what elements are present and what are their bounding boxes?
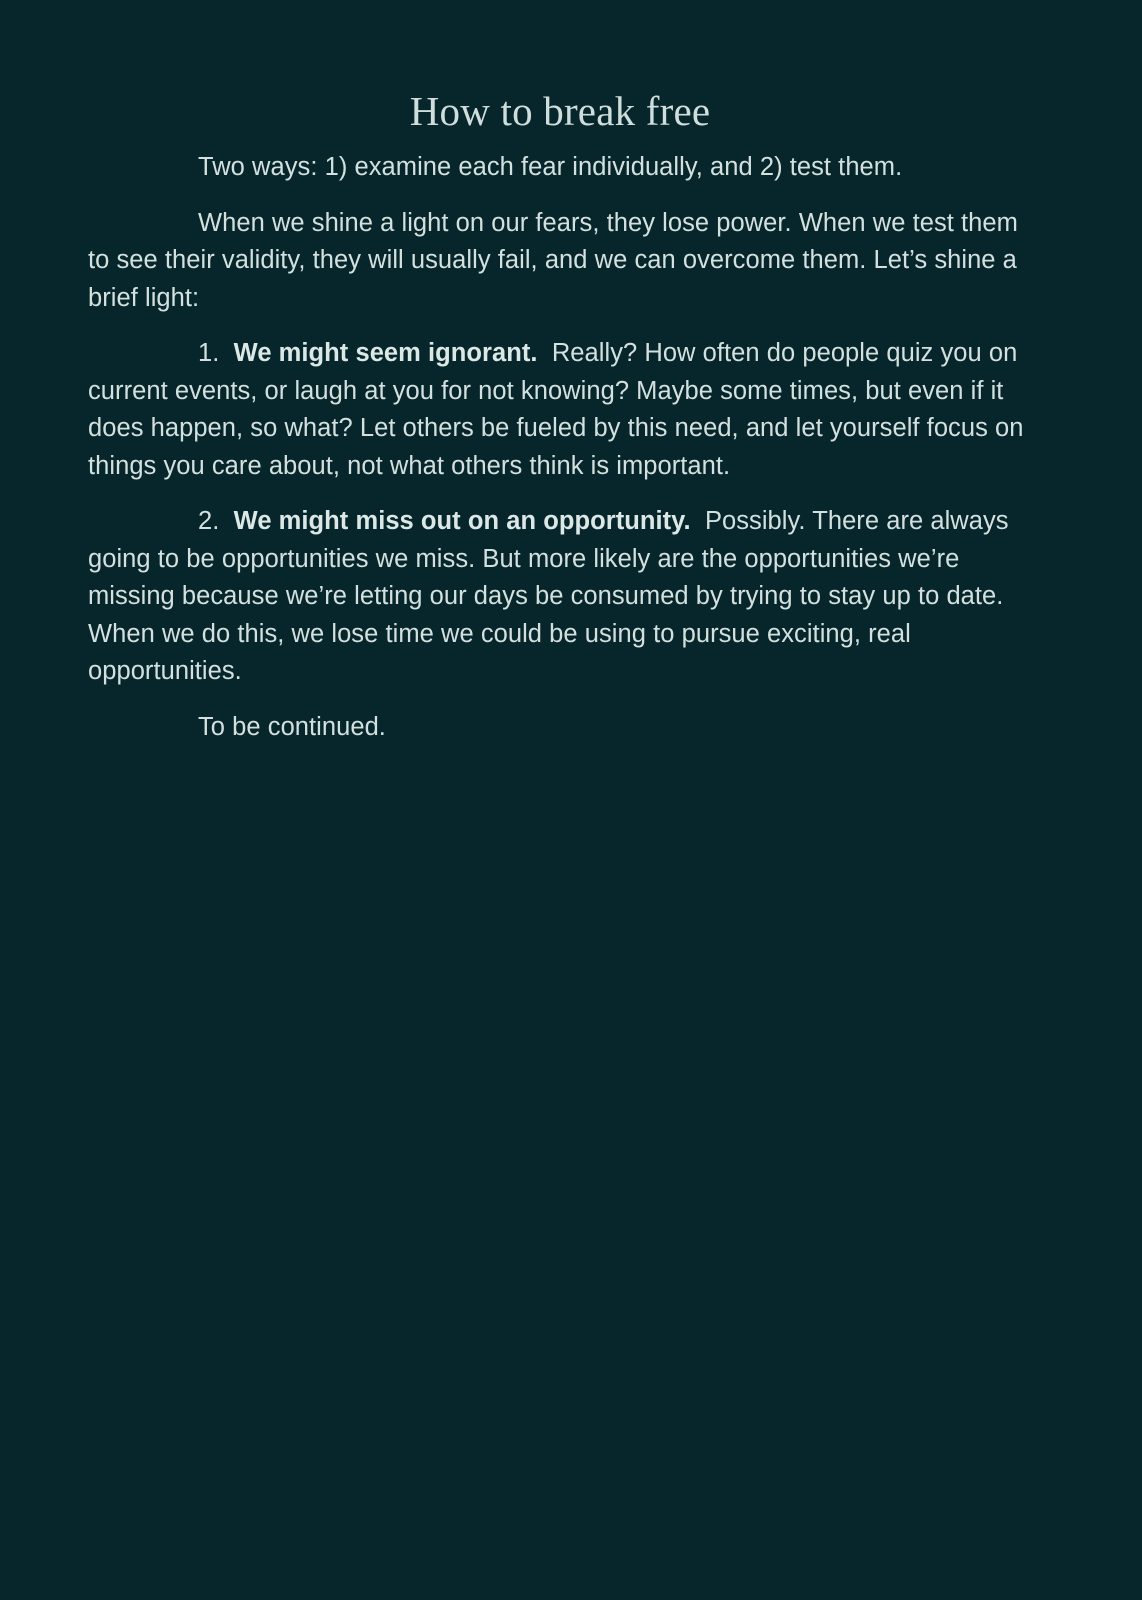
point-lead-in: We might seem ignorant. bbox=[233, 339, 538, 368]
page-title: How to break free bbox=[409, 88, 711, 134]
paragraph-closing bbox=[88, 709, 1032, 747]
list-number: 2. bbox=[198, 507, 220, 536]
paragraph-text: When we shine a light on our fears, they lose power. When we test them to see their validity, they will usually fail, and we can overcome them. Let’s shine a brief light: bbox=[88, 208, 1018, 312]
point-lead-in: We might miss out on an opportunity. bbox=[233, 507, 691, 536]
paragraph-text: To be continued. bbox=[198, 712, 386, 741]
paragraph-intro bbox=[88, 149, 1032, 187]
paragraph-text: Two ways: 1) examine each fear individually, and 2) test them. bbox=[198, 153, 903, 182]
paragraph-point-2 bbox=[88, 503, 1032, 691]
paragraph-text: Really? How often do people quiz you on current events, or laugh at you for not knowing? Maybe some times, but even if it does happen, so what? Let others be fueled by this need, and let yourself focus on things you care about, not what others think is important. bbox=[88, 339, 1024, 480]
list-number: 1. bbox=[198, 339, 220, 368]
paragraph-text: Possibly. There are always going to be opportunities we miss. But more likely are the opportunities we’re missing because we’re letting our days be consumed by trying to stay up to date. When we do this, we lose time we could be using to pursue exciting, real opportunities. bbox=[88, 507, 1009, 686]
paragraph-shine-light bbox=[88, 205, 1032, 318]
paragraph-point-1 bbox=[88, 335, 1032, 485]
